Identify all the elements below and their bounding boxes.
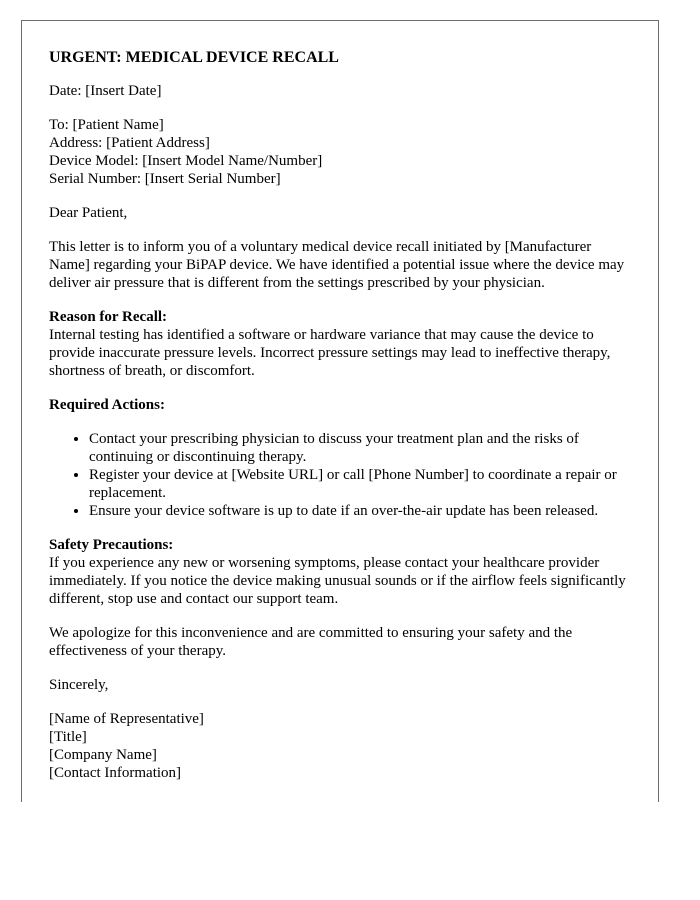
recipient-address: Address: [Patient Address] bbox=[49, 135, 210, 151]
reason-body: Internal testing has identified a software or hardware variance that may cause the device to provide inaccurate pressure levels. Incorrect pressure settings may lead to ineffective therapy, shortness of breath, or discomfort. bbox=[49, 327, 611, 379]
safety-section bbox=[49, 536, 630, 608]
signature-title: [Title] bbox=[49, 729, 87, 745]
action-item: • Register your device at [Website URL] or call [Phone Number] to coordinate a repair or replacement. bbox=[89, 466, 630, 502]
signature-company: [Company Name] bbox=[49, 747, 157, 763]
serial-number: Serial Number: [Insert Serial Number] bbox=[49, 171, 281, 187]
reason-heading: Reason for Recall: bbox=[49, 309, 168, 325]
signature-contact: [Contact Information] bbox=[49, 765, 182, 781]
salutation: Dear Patient, bbox=[49, 205, 128, 221]
actions-list bbox=[49, 430, 630, 520]
recipient-block bbox=[49, 116, 630, 188]
action-item: • Ensure your device software is up to date if an over-the-air update has been released. bbox=[89, 502, 630, 520]
safety-body: If you experience any new or worsening symptoms, please contact your healthcare provider immediately. If you notice the device making unusual sounds or if the airflow feels significantly different, stop use and contact our support team. bbox=[49, 555, 626, 607]
letter-date: Date: [Insert Date] bbox=[49, 83, 162, 99]
recipient-name: To: [Patient Name] bbox=[49, 117, 164, 133]
action-item: • Contact your prescribing physician to discuss your treatment plan and the risks of continuing or discontinuing therapy. bbox=[89, 430, 630, 466]
safety-heading: Safety Precautions: bbox=[49, 537, 174, 553]
device-model: Device Model: [Insert Model Name/Number] bbox=[49, 153, 323, 169]
actions-heading: Required Actions: bbox=[49, 397, 165, 413]
recall-letter bbox=[21, 20, 659, 802]
intro-paragraph: This letter is to inform you of a voluntary medical device recall initiated by [Manufacturer Name] regarding your BiPAP device. We have identified a potential issue where the device may deliver air pressure that is different from the settings prescribed by your physician. bbox=[49, 239, 625, 291]
letter-title: URGENT: MEDICAL DEVICE RECALL bbox=[49, 49, 339, 66]
apology-paragraph: We apologize for this inconvenience and are committed to ensuring your safety and the effectiveness of your therapy. bbox=[49, 625, 573, 659]
reason-section bbox=[49, 308, 630, 380]
signature-block bbox=[49, 710, 630, 782]
closing: Sincerely, bbox=[49, 677, 109, 693]
signature-name: [Name of Representative] bbox=[49, 711, 204, 727]
